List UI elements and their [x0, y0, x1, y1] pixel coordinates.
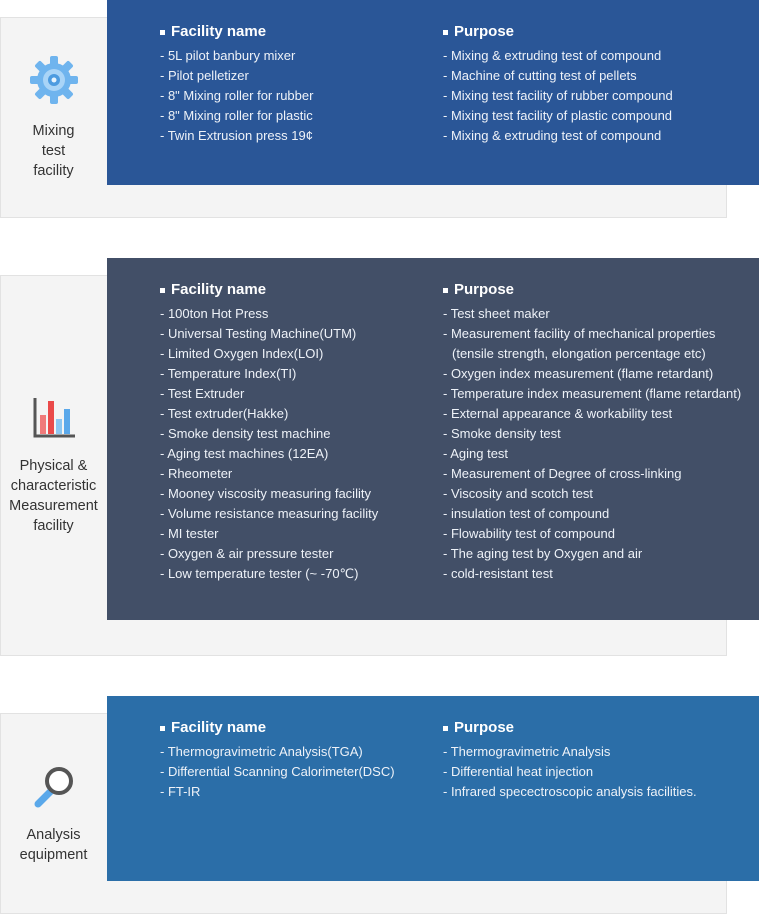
facility-panel: [107, 696, 759, 881]
facility-item: - 8" Mixing roller for rubber: [160, 88, 314, 103]
purpose-item: - Mixing & extruding test of compound: [443, 48, 662, 63]
section-label: Analysis equipment: [19, 827, 88, 863]
purpose-item: - cold-resistant test: [443, 566, 553, 581]
facility-item: - Pilot pelletizer: [160, 68, 249, 83]
section-physical: [0, 258, 759, 656]
facility-panel: [107, 0, 759, 185]
purpose-item: - Measurement facility of mechanical properties: [443, 326, 716, 341]
facility-item: - 100ton Hot Press: [160, 306, 269, 321]
section-mixing: [0, 0, 759, 218]
purpose-item: - Aging test: [443, 446, 509, 461]
facility-column: [160, 718, 395, 802]
purpose-header: Purpose: [454, 281, 515, 298]
facility-item: - Test Extruder: [160, 386, 245, 401]
purpose-item: - Measurement of Degree of cross-linking: [443, 466, 682, 481]
facility-item: - Temperature Index(TI): [160, 366, 297, 381]
purpose-item: - Mixing test facility of rubber compound: [443, 88, 673, 103]
section-sidebar: [0, 713, 107, 914]
square-bullet-icon: [443, 288, 448, 293]
facility-item: - MI tester: [160, 526, 219, 541]
facility-item: - 8" Mixing roller for plastic: [160, 108, 313, 123]
purpose-column: [443, 22, 673, 146]
purpose-item: - Oxygen index measurement (flame retardant): [443, 366, 714, 381]
magnifier-icon: [30, 762, 78, 815]
facility-item: - Limited Oxygen Index(LOI): [160, 346, 324, 361]
purpose-item: - Test sheet maker: [443, 306, 550, 321]
section-sidebar: [0, 275, 107, 656]
facility-item: - Test extruder(Hakke): [160, 406, 289, 421]
purpose-item: - Infrared specectroscopic analysis facilities.: [443, 784, 697, 799]
purpose-header: Purpose: [454, 719, 515, 736]
square-bullet-icon: [443, 30, 448, 35]
facility-item: - Volume resistance measuring facility: [160, 506, 379, 521]
section-analysis: [0, 696, 759, 914]
purpose-item: - Mixing test facility of plastic compound: [443, 108, 673, 123]
gear-icon: [28, 54, 80, 111]
purpose-item: - Flowability test of compound: [443, 526, 615, 541]
facility-name-header: Facility name: [171, 719, 267, 736]
bar-chart-icon: [31, 395, 77, 446]
facility-item: - Aging test machines (12EA): [160, 446, 329, 461]
purpose-column: [443, 280, 741, 584]
purpose-item: - Thermogravimetric Analysis: [443, 744, 611, 759]
purpose-item: - Temperature index measurement (flame retardant): [443, 386, 742, 401]
purpose-column: [443, 718, 697, 802]
facility-item: - Oxygen & air pressure tester: [160, 546, 334, 561]
purpose-item: - insulation test of compound: [443, 506, 610, 521]
square-bullet-icon: [160, 288, 165, 293]
section-label: Physical & characteristic Measurement facility: [9, 458, 98, 534]
purpose-item: - Smoke density test: [443, 426, 561, 441]
square-bullet-icon: [443, 726, 448, 731]
section-sidebar: [0, 17, 107, 218]
facility-item: - Mooney viscosity measuring facility: [160, 486, 371, 501]
facility-item: - Universal Testing Machine(UTM): [160, 326, 357, 341]
facility-item: - FT-IR: [160, 784, 201, 799]
facility-name-header: Facility name: [171, 23, 267, 40]
facility-item: - Twin Extrusion press 19¢: [160, 128, 313, 143]
purpose-item: - Viscosity and scotch test: [443, 486, 594, 501]
facility-column: [160, 22, 313, 146]
purpose-item: - Mixing & extruding test of compound: [443, 128, 662, 143]
purpose-item: - External appearance & workability test: [443, 406, 673, 421]
facility-item: - Differential Scanning Calorimeter(DSC): [160, 764, 395, 779]
section-label: Mixing test facility: [32, 123, 75, 179]
facility-column: [160, 280, 378, 584]
purpose-item: - Differential heat injection: [443, 764, 594, 779]
square-bullet-icon: [160, 726, 165, 731]
facility-item: - Low temperature tester (~ -70℃): [160, 566, 359, 581]
purpose-header: Purpose: [454, 23, 515, 40]
purpose-item: - Machine of cutting test of pellets: [443, 68, 637, 83]
facility-item: - 5L pilot banbury mixer: [160, 48, 296, 63]
facility-name-header: Facility name: [171, 281, 267, 298]
purpose-item: - The aging test by Oxygen and air: [443, 546, 643, 561]
facility-item: - Rheometer: [160, 466, 233, 481]
square-bullet-icon: [160, 30, 165, 35]
facility-item: - Smoke density test machine: [160, 426, 331, 441]
facility-item: - Thermogravimetric Analysis(TGA): [160, 744, 363, 759]
facility-panel: [107, 258, 759, 620]
purpose-item: (tensile strength, elongation percentage etc): [452, 346, 706, 361]
